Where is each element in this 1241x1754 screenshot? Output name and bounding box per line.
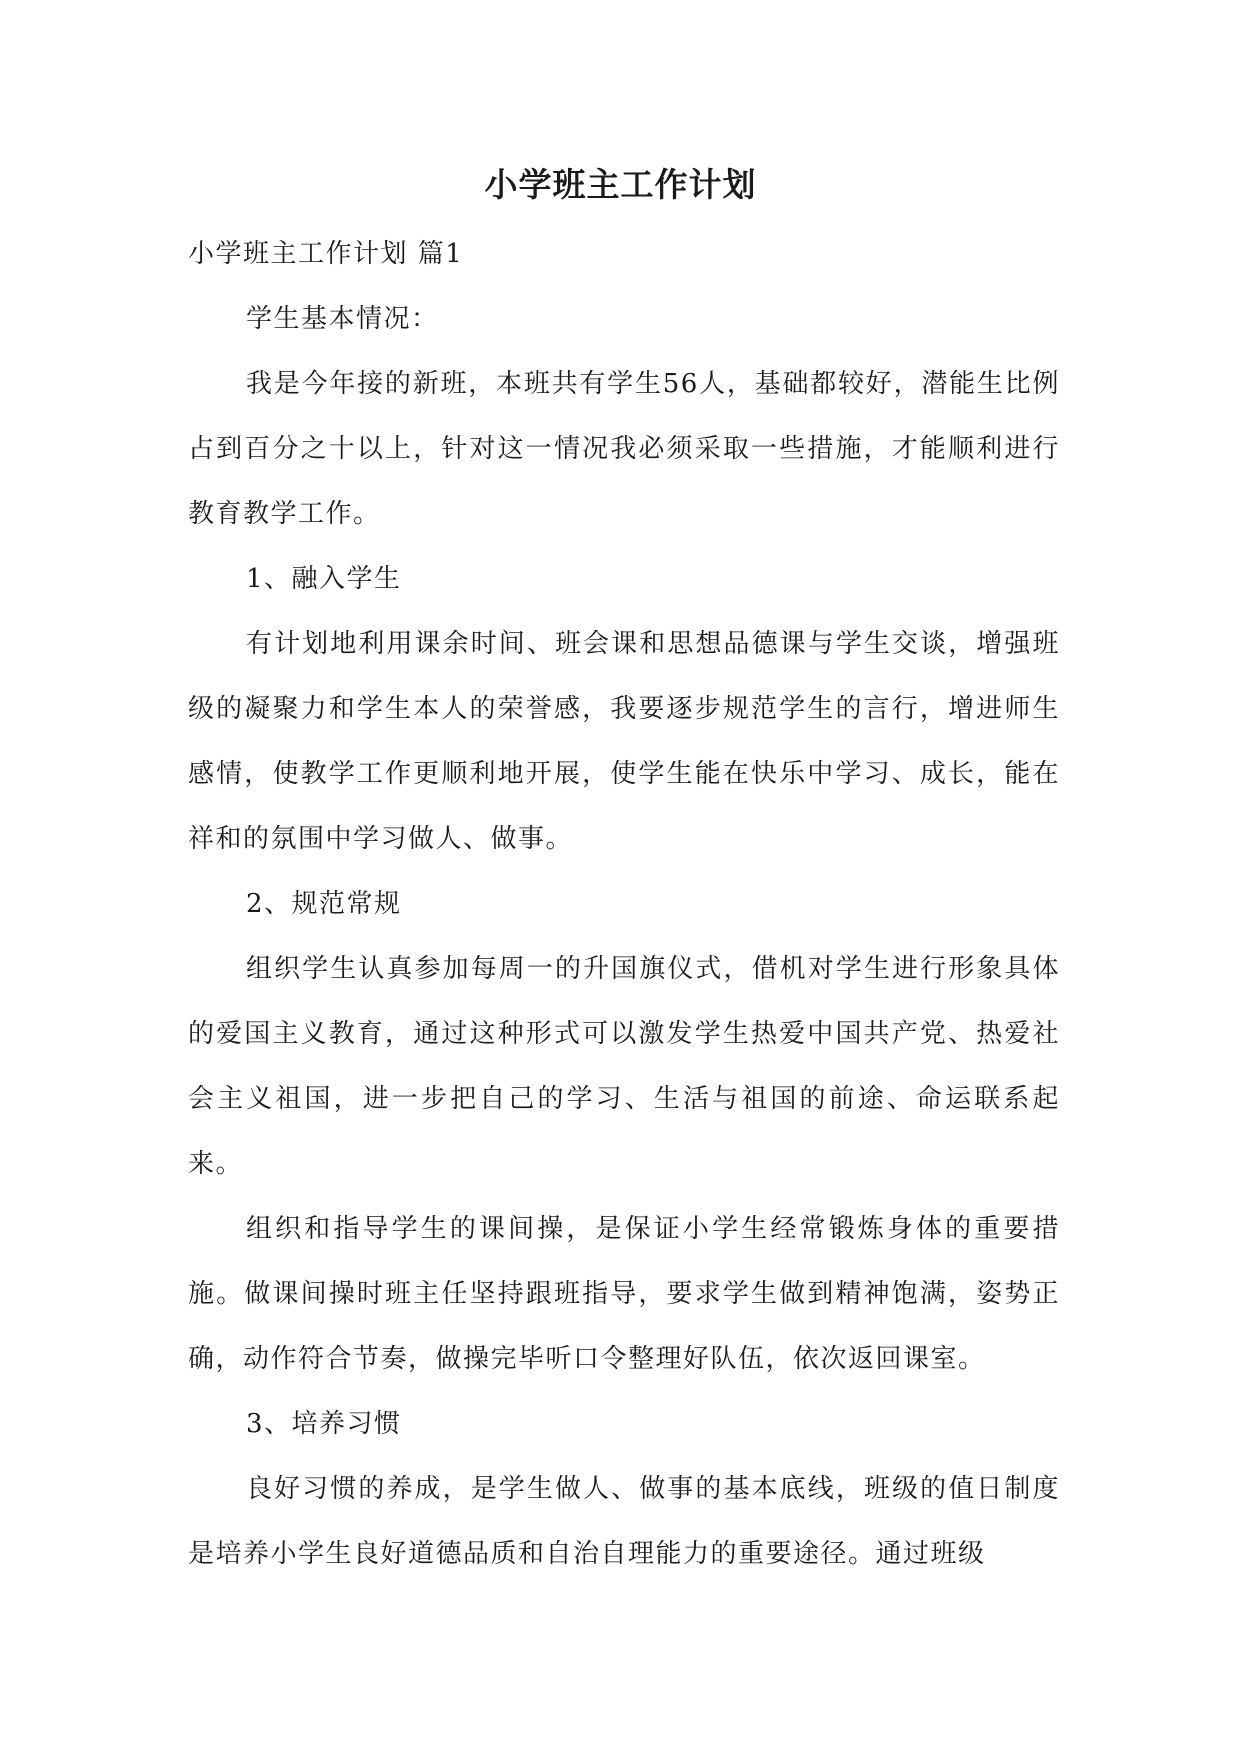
- paragraph: 有计划地利用课余时间、班会课和思想品德课与学生交谈，增强班级的凝聚力和学生本人的荣誉感，我要逐步规范学生的言行，增进师生感情，使教学工作更顺利地开展，使学生能在快乐中学习、成长，能在祥和的氛围中学习做人、做事。: [188, 629, 1060, 854]
- document-title: 小学班主工作计划: [484, 165, 757, 204]
- subheading: 2、规范常规: [246, 889, 402, 919]
- paragraph: 组织和指导学生的课间操，是保证小学生经常锻炼身体的重要措施。做课间操时班主任坚持跟班指导，要求学生做到精神饱满，姿势正确，动作符合节奏，做操完毕听口令整理好队伍，依次返回课室。: [188, 1214, 1060, 1374]
- paragraph: 良好习惯的养成，是学生做人、做事的基本底线，班级的值日制度是培养小学生良好道德品质和自治自理能力的重要途径。通过班级: [188, 1474, 1060, 1569]
- paragraph: 我是今年接的新班，本班共有学生56人，基础都较好，潜能生比例占到百分之十以上，针对这一情况我必须采取一些措施，才能顺利进行教育教学工作。: [188, 369, 1060, 529]
- paragraph: 学生基本情况：: [246, 304, 439, 334]
- document-body: [188, 222, 1060, 1587]
- paragraph: 组织学生认真参加每周一的升国旗仪式，借机对学生进行形象具体的爱国主义教育，通过这种形式可以激发学生热爱中国共产党、热爱社会主义祖国，进一步把自己的学习、生活与祖国的前途、命运联系起来。: [188, 954, 1060, 1179]
- subheading: 3、培养习惯: [246, 1409, 402, 1439]
- section-heading: 小学班主工作计划 篇1: [188, 239, 464, 269]
- subheading: 1、融入学生: [246, 564, 402, 594]
